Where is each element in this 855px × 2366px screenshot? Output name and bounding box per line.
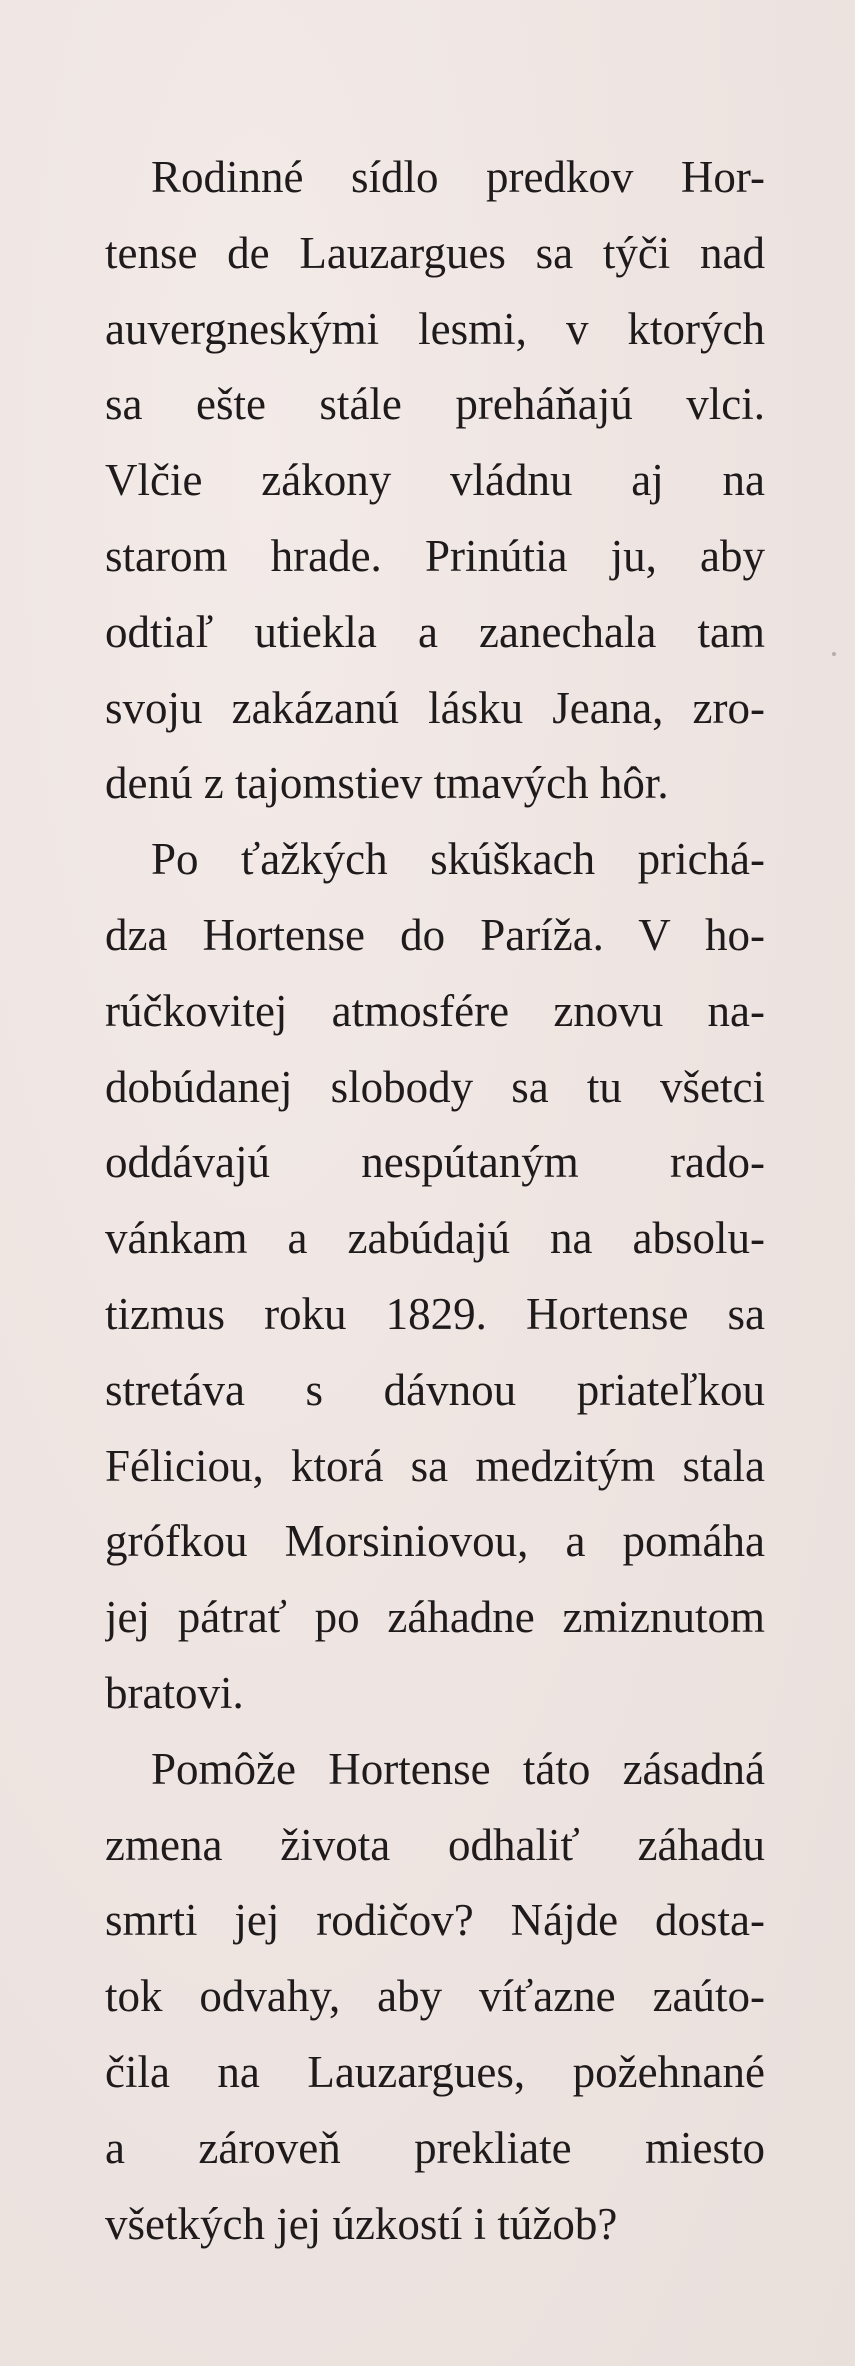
text-line: tizmus roku 1829. Hortense sa [105, 1288, 765, 1339]
text-line: všetkých jej úzkostí i túžob? [105, 2198, 618, 2249]
paper-speck [832, 652, 836, 656]
text-line: Po ťažkých skúškach prichá- [151, 834, 765, 885]
text-line: tok odvahy, aby víťazne zaúto- [105, 1971, 765, 2022]
text-line: starom hrade. Prinútia ju, aby [105, 530, 765, 581]
text-line: dobúdanej slobody sa tu všetci [105, 1061, 765, 1112]
text-line: Rodinné sídlo predkov Hor- [151, 152, 765, 202]
text-line: a zároveň prekliate miesto [105, 2122, 765, 2173]
text-line: sa ešte stále preháňajú vlci. [105, 379, 765, 430]
text-line: svoju zakázanú lásku Jeana, zro- [105, 682, 765, 733]
paragraph-1 [105, 140, 765, 822]
text-line: bratovi. [105, 1667, 244, 1718]
paragraph-3 [105, 1732, 765, 2263]
paragraph-2 [105, 822, 765, 1732]
text-line: Vlčie zákony vládnu aj na [105, 455, 765, 506]
text-line: rúčkovitej atmosfére znovu na- [105, 985, 765, 1036]
text-line: jej pátrať po záhadne zmiznutom [105, 1592, 765, 1643]
back-cover-text [105, 140, 765, 2262]
text-line: dza Hortense do Paríža. V ho- [105, 909, 765, 960]
text-line: tense de Lauzargues sa týči nad [105, 227, 765, 278]
text-line: Féliciou, ktorá sa medzitým stala [105, 1440, 765, 1491]
text-line: oddávajú nespútaným rado- [105, 1137, 765, 1188]
text-line: auvergneskými lesmi, v ktorých [105, 303, 765, 354]
text-line: smrti jej rodičov? Nájde dosta- [105, 1895, 765, 1946]
text-line: stretáva s dávnou priateľkou [105, 1364, 765, 1415]
text-line: zmena života odhaliť záhadu [105, 1819, 765, 1870]
text-line: denú z tajomstiev tmavých hôr. [105, 758, 669, 809]
text-line: Pomôže Hortense táto zásadná [151, 1743, 765, 1794]
text-line: čila na Lauzargues, požehnané [105, 2046, 765, 2097]
text-line: vánkam a zabúdajú na absolu- [105, 1213, 765, 1264]
text-line: grófkou Morsiniovou, a pomáha [105, 1516, 765, 1567]
text-line: odtiaľ utiekla a zanechala tam [105, 606, 765, 657]
